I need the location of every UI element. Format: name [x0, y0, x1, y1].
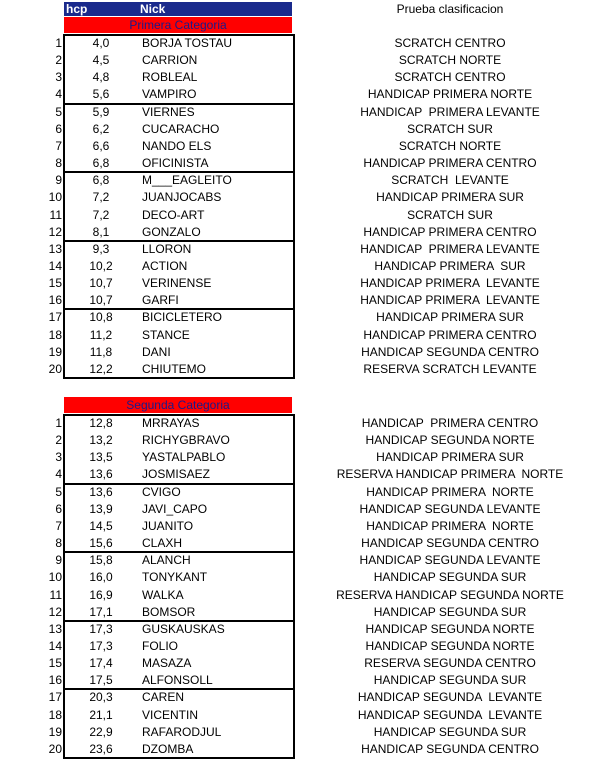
row-number: 18	[48, 327, 62, 342]
hcp-value: 6,2	[92, 121, 110, 136]
table-row	[0, 638, 610, 655]
hcp-value: 5,6	[92, 87, 110, 102]
row-number: 7	[55, 138, 62, 153]
hcp-value: 13,5	[89, 450, 113, 465]
nick-value: DECO-ART	[142, 207, 205, 222]
nick-value: ROBLEAL	[142, 70, 198, 85]
nick-value: GONZALO	[142, 224, 201, 239]
nick-value: GARFI	[142, 293, 179, 308]
classification-value: HANDICAP PRIMERA CENTRO	[363, 327, 537, 342]
classification-value: HANDICAP PRIMERA CENTRO	[363, 156, 537, 171]
row-number: 4	[55, 467, 62, 482]
table-row	[0, 432, 610, 449]
prueba-clasificacion-header: Prueba clasificacion	[396, 2, 504, 16]
table-row	[0, 309, 610, 326]
nick-value: M___EAGLEITO	[142, 173, 232, 188]
classification-value: HANDICAP SEGUNDA SUR	[373, 604, 527, 619]
nick-value: LLORON	[142, 241, 192, 256]
classification-value: HANDICAP SEGUNDA CENTRO	[361, 344, 539, 359]
nick-value: STANCE	[142, 327, 190, 342]
row-number: 11	[49, 207, 62, 222]
nick-value: BICICLETERO	[142, 310, 223, 325]
table-row	[0, 155, 610, 172]
row-number: 19	[48, 724, 62, 739]
classification-value: HANDICAP PRIMERA CENTRO	[363, 224, 537, 239]
hcp-value: 16,9	[89, 587, 113, 602]
table-row	[0, 104, 610, 121]
row-number: 12	[48, 604, 62, 619]
row-number: 11	[49, 587, 62, 602]
row-number: 18	[48, 707, 62, 722]
nick-value: JAVI_CAPO	[142, 501, 208, 516]
hcp-value: 13,2	[89, 433, 113, 448]
row-number: 13	[48, 241, 62, 256]
classification-value: HANDICAP SEGUNDA LEVANTE	[357, 690, 543, 705]
row-number: 15	[48, 656, 62, 671]
classification-value: HANDICAP PRIMERA NORTE	[366, 518, 534, 533]
row-number: 12	[48, 224, 62, 239]
table-row	[0, 449, 610, 466]
row-number: 3	[55, 70, 62, 85]
hcp-value: 17,3	[89, 638, 113, 653]
classification-value: HANDICAP PRIMERA SUR	[376, 450, 524, 465]
table-row	[0, 501, 610, 518]
row-number: 8	[55, 156, 62, 171]
classification-value: HANDICAP SEGUNDA NORTE	[365, 621, 535, 636]
table-row	[0, 361, 610, 378]
nick-value: VICENTIN	[142, 707, 199, 722]
hcp-value: 22,9	[89, 724, 113, 739]
table-row	[0, 52, 610, 69]
classification-value: HANDICAP PRIMERA SUR	[374, 258, 526, 273]
classification-value: HANDICAP SEGUNDA NORTE	[365, 433, 535, 448]
row-number: 1	[55, 416, 62, 430]
row-number: 4	[55, 87, 62, 102]
classification-value: HANDICAP PRIMERA LEVANTE	[360, 276, 540, 291]
row-number: 16	[48, 673, 62, 688]
nick-value: FOLIO	[142, 638, 179, 653]
classification-value: HANDICAP PRIMERA SUR	[376, 190, 524, 205]
hcp-value: 10,7	[89, 293, 113, 308]
nick-value: CUCARACHO	[142, 121, 220, 136]
table-row	[0, 466, 610, 483]
row-number: 14	[48, 258, 62, 273]
nick-value: OFICINISTA	[142, 156, 209, 171]
row-number: 6	[55, 501, 62, 516]
hcp-value: 6,8	[92, 156, 110, 171]
hcp-value: 11,2	[89, 327, 113, 342]
hcp-value: 4,5	[92, 53, 110, 68]
classification-value: HANDICAP PRIMERA NORTE	[367, 87, 533, 102]
table-row	[0, 344, 610, 361]
row-number: 5	[55, 104, 62, 119]
classification-value: HANDICAP SEGUNDA SUR	[373, 570, 527, 585]
hcp-value: 13,6	[89, 484, 113, 499]
nick-value: RICHYGBRAVO	[142, 433, 230, 448]
nick-value: NANDO ELS	[142, 138, 212, 153]
nick-value: VERINENSE	[142, 276, 212, 291]
row-number: 14	[48, 638, 62, 653]
hcp-value: 21,1	[89, 707, 113, 722]
row-number: 9	[55, 553, 62, 568]
classification-value: HANDICAP SEGUNDA NORTE	[365, 638, 535, 653]
nick-value: ALANCH	[142, 553, 191, 568]
nick-value: CARRION	[142, 53, 198, 68]
table-row	[0, 415, 610, 432]
row-number: 16	[48, 293, 62, 308]
row-number: 7	[55, 518, 62, 533]
nick-value: CVIGO	[142, 484, 181, 499]
hcp-value: 6,8	[92, 173, 110, 188]
classification-value: SCRATCH SUR	[407, 121, 493, 136]
row-number: 2	[55, 53, 62, 68]
classification-value: HANDICAP SEGUNDA CENTRO	[361, 536, 539, 551]
hcp-value: 15,6	[89, 536, 113, 551]
classification-value: SCRATCH SUR	[407, 207, 493, 222]
hcp-value: 20,3	[89, 690, 113, 705]
classification-value: HANDICAP SEGUNDA CENTRO	[361, 741, 539, 756]
nick-value: CLAXH	[142, 536, 183, 551]
table-row	[0, 569, 610, 586]
hcp-value: 15,8	[89, 553, 113, 568]
nick-value: RAFARODJUL	[142, 724, 222, 739]
row-number: 8	[55, 536, 62, 551]
classification-value: RESERVA HANDICAP SEGUNDA NORTE	[336, 587, 564, 602]
nick-value: DANI	[142, 344, 171, 359]
row-number: 17	[48, 310, 62, 325]
hcp-value: 17,5	[89, 673, 113, 688]
hcp-value: 14,5	[89, 518, 113, 533]
table-row	[0, 518, 610, 535]
row-number: 13	[48, 621, 62, 636]
table-row	[0, 655, 610, 672]
table-row	[0, 258, 610, 275]
table-row	[0, 121, 610, 138]
classification-value: HANDICAP PRIMERA LEVANTE	[360, 293, 540, 308]
nick-value: BORJA TOSTAU	[142, 36, 233, 50]
hcp-value: 6,6	[92, 138, 110, 153]
table-row	[0, 275, 610, 292]
classification-value: HANDICAP PRIMERA LEVANTE	[360, 241, 540, 256]
table-row	[0, 604, 610, 621]
classification-value: RESERVA SEGUNDA CENTRO	[364, 656, 536, 671]
nick-value: TONYKANT	[142, 570, 208, 585]
nick-value: DZOMBA	[142, 741, 194, 756]
table-row	[0, 172, 610, 189]
table-row	[0, 35, 610, 52]
table-row	[0, 292, 610, 309]
classification-value: HANDICAP SEGUNDA SUR	[373, 673, 527, 688]
nick-value: MRRAYAS	[142, 416, 200, 430]
hcp-value: 17,4	[89, 656, 113, 671]
hcp-value: 17,1	[89, 604, 113, 619]
table-row	[0, 552, 610, 569]
row-number: 3	[55, 450, 62, 465]
classification-value: SCRATCH CENTRO	[394, 36, 506, 50]
nick-value: MASAZA	[142, 656, 192, 671]
row-number: 10	[48, 190, 62, 205]
table-row	[0, 484, 610, 501]
row-number: 15	[48, 276, 62, 291]
hcp-value: 10,8	[89, 310, 113, 325]
classification-value: HANDICAP SEGUNDA LEVANTE	[357, 707, 543, 722]
nick-value: ACTION	[142, 258, 188, 273]
nick-value: CAREN	[142, 690, 185, 705]
row-number: 10	[48, 570, 62, 585]
row-number: 19	[48, 344, 62, 359]
classification-value: HANDICAP SEGUNDA LEVANTE	[359, 553, 541, 568]
classification-value: RESERVA SCRATCH LEVANTE	[363, 361, 537, 376]
hcp-value: 10,7	[89, 276, 113, 291]
table-row	[0, 621, 610, 638]
nick-value: CHIUTEMO	[142, 361, 206, 376]
row-number: 20	[48, 361, 62, 376]
nick-value: WALKA	[142, 587, 184, 602]
classification-value: HANDICAP PRIMERA CENTRO	[361, 416, 539, 430]
primera-categoria-title: Primera Categoria	[64, 17, 292, 33]
classification-value: HANDICAP SEGUNDA SUR	[373, 724, 527, 739]
hcp-value: 16,0	[89, 570, 113, 585]
table-row	[0, 672, 610, 689]
classification-value: SCRATCH LEVANTE	[391, 173, 509, 188]
table-row	[0, 224, 610, 241]
nick-value: JUANITO	[142, 518, 194, 533]
classification-value: SCRATCH CENTRO	[394, 70, 506, 85]
hcp-value: 4,0	[92, 36, 110, 50]
table-row	[0, 138, 610, 155]
table-row	[0, 724, 610, 741]
hcp-value: 7,2	[92, 207, 110, 222]
nick-value: BOMSOR	[142, 604, 196, 619]
table-row	[0, 535, 610, 552]
table-row	[0, 241, 610, 258]
nick-value: GUSKAUSKAS	[142, 621, 225, 636]
hcp-column-header: hcp	[64, 2, 134, 16]
table-row	[0, 69, 610, 86]
row-number: 20	[48, 741, 62, 756]
hcp-value: 7,2	[92, 190, 110, 205]
classification-value: HANDICAP PRIMERA NORTE	[366, 484, 534, 499]
nick-column-header: Nick	[134, 2, 292, 16]
hcp-value: 13,6	[89, 467, 113, 482]
nick-value: VAMPIRO	[142, 87, 197, 102]
hcp-value: 17,3	[89, 621, 113, 636]
row-number: 1	[55, 36, 62, 50]
hcp-value: 12,2	[89, 361, 113, 376]
classification-value: SCRATCH NORTE	[398, 138, 502, 153]
nick-value: ALFONSOLL	[142, 673, 213, 688]
row-number: 2	[55, 433, 62, 448]
hcp-value: 8,1	[92, 224, 110, 239]
hcp-value: 11,8	[89, 344, 113, 359]
hcp-value: 12,8	[89, 416, 113, 430]
table-row	[0, 207, 610, 224]
classification-value: HANDICAP PRIMERA SUR	[376, 310, 524, 325]
hcp-value: 9,3	[92, 241, 110, 256]
classification-value: HANDICAP PRIMERA LEVANTE	[360, 104, 540, 119]
row-number: 6	[55, 121, 62, 136]
hcp-value: 5,9	[92, 104, 110, 119]
table-row	[0, 689, 610, 706]
table-row	[0, 189, 610, 206]
hcp-value: 4,8	[92, 70, 110, 85]
hcp-value: 23,6	[89, 741, 113, 756]
table-row	[0, 86, 610, 103]
table-row	[0, 707, 610, 724]
row-number: 17	[48, 690, 62, 705]
table-row	[0, 587, 610, 604]
classification-value: HANDICAP SEGUNDA LEVANTE	[359, 501, 541, 516]
table-row	[0, 327, 610, 344]
nick-value: YASTALPABLO	[142, 450, 226, 465]
classification-value: RESERVA HANDICAP PRIMERA NORTE	[336, 467, 564, 482]
hcp-value: 10,2	[89, 258, 113, 273]
segunda-categoria-title: Segunda Categoria	[64, 397, 292, 413]
hcp-value: 13,9	[89, 501, 113, 516]
nick-value: VIERNES	[142, 104, 195, 119]
nick-value: JOSMISAEZ	[142, 467, 211, 482]
row-number: 5	[55, 484, 62, 499]
row-number: 9	[55, 173, 62, 188]
nick-value: JUANJOCABS	[142, 190, 222, 205]
table-row	[0, 741, 610, 758]
classification-value: SCRATCH NORTE	[398, 53, 502, 68]
